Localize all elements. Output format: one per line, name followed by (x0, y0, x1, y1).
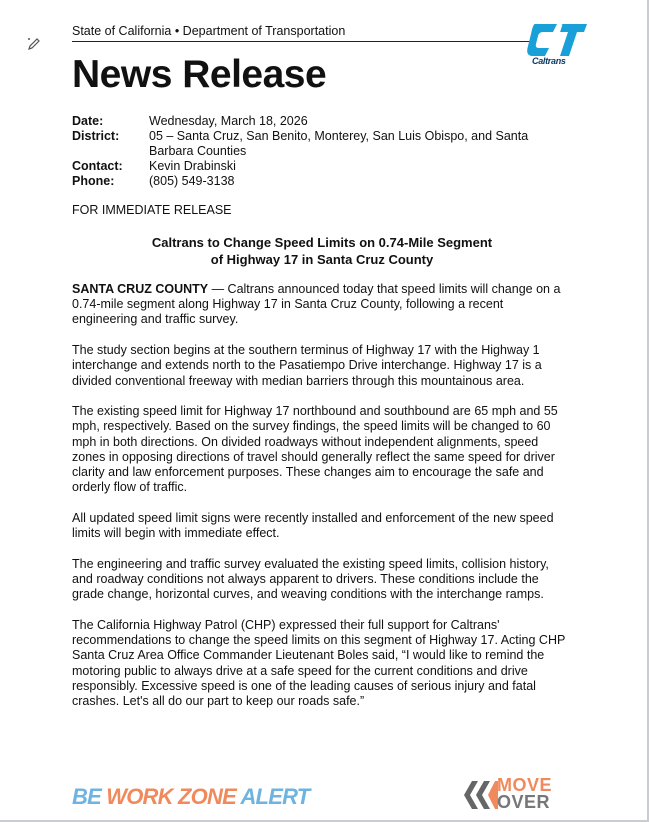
lead-text: — Caltrans announced today that speed limits will change on a 0.74-mile segment along Highway 17 in Santa Cruz County, following a recent engineering and traffic survey. (72, 282, 561, 327)
meta-row-date (72, 114, 572, 129)
body-paragraph: The engineering and traffic survey evaluated the existing speed limits, collision history, and roadway conditions not always apparent to drivers. These conditions include the grade change, horizontal curves, and weaving conditions with the interchange ramps. (72, 556, 549, 602)
wz-alert: ALERT (240, 784, 310, 809)
meta-label: District: (72, 129, 120, 143)
agency-name: State of California • Department of Transportation (72, 24, 346, 38)
meta-label: Contact: (72, 159, 123, 173)
move-over-line1: MOVE (497, 775, 553, 795)
body-paragraph: All updated speed limit signs were recently installed and enforcement of the new speed limits will begin with immediate effect. (72, 510, 554, 541)
meta-value: Kevin Drabinski (149, 159, 236, 173)
body-paragraph: The existing speed limit for Highway 17 northbound and southbound are 65 mph and 55 mph, respectively. Based on the survey findings, the speed limits will be changed to 60 mph in both directions. On divided roadways without independent alignments, speed zones in opposing directions of travel should generally reflect the same speed for driver clarity and law enforcement purposes. These changes aim to encourage the safe and orderly flow of traffic. (72, 404, 558, 495)
move-over-logo (497, 777, 552, 811)
meta-value: 05 – Santa Cruz, San Benito, Monterey, San Luis Obispo, and Santa Barbara Counties (149, 129, 529, 158)
header-rule (72, 41, 530, 42)
release-note: FOR IMMEDIATE RELEASE (72, 203, 232, 217)
wz-work: WORK ZONE (106, 784, 241, 809)
headline (72, 234, 572, 268)
meta-label: Phone: (72, 174, 115, 188)
page-title: News Release (72, 53, 327, 96)
dateline: SANTA CRUZ COUNTY (72, 282, 209, 296)
meta-value: (805) 549-3138 (149, 174, 235, 188)
article-body (72, 282, 572, 725)
wz-be: BE (72, 784, 107, 809)
headline-line: Caltrans to Change Speed Limits on 0.74-Mile Segment (151, 235, 493, 250)
edit-pencil-icon[interactable] (26, 36, 42, 52)
meta-row-contact (72, 159, 572, 174)
body-paragraph: The California Highway Patrol (CHP) expressed their full support for Caltrans' recommendations to change the speed limits on this segment of Highway 17. Acting CHP Santa Cruz Area Office Commander Lieutenant Boles said, “I would like to remind the motoring public to always drive at a safe speed for the current conditions and drive responsibly. Excessive speed is one of the leading causes of serious injury and fatal crashes. Let's all do our part to keep our roads safe.” (72, 617, 566, 708)
headline-line: of Highway 17 in Santa Cruz County (210, 252, 434, 267)
meta-row-district (72, 129, 572, 159)
meta-label: Date: (72, 114, 104, 128)
release-meta (72, 114, 572, 189)
caltrans-wordmark: Caltrans (532, 56, 566, 66)
meta-value: Wednesday, March 18, 2026 (149, 114, 308, 128)
move-over-chevron-icon (462, 779, 498, 811)
meta-row-phone (72, 174, 572, 189)
lead-paragraph (72, 282, 572, 328)
body-paragraph: The study section begins at the southern terminus of Highway 17 with the Highway 1 interchange and extends north to the Pasatiempo Drive interchange. Highway 17 is a divided conventional freeway with median barriers through this mountainous area. (72, 343, 542, 388)
move-over-line2: OVER (497, 792, 551, 812)
work-zone-alert-logo (72, 784, 309, 810)
